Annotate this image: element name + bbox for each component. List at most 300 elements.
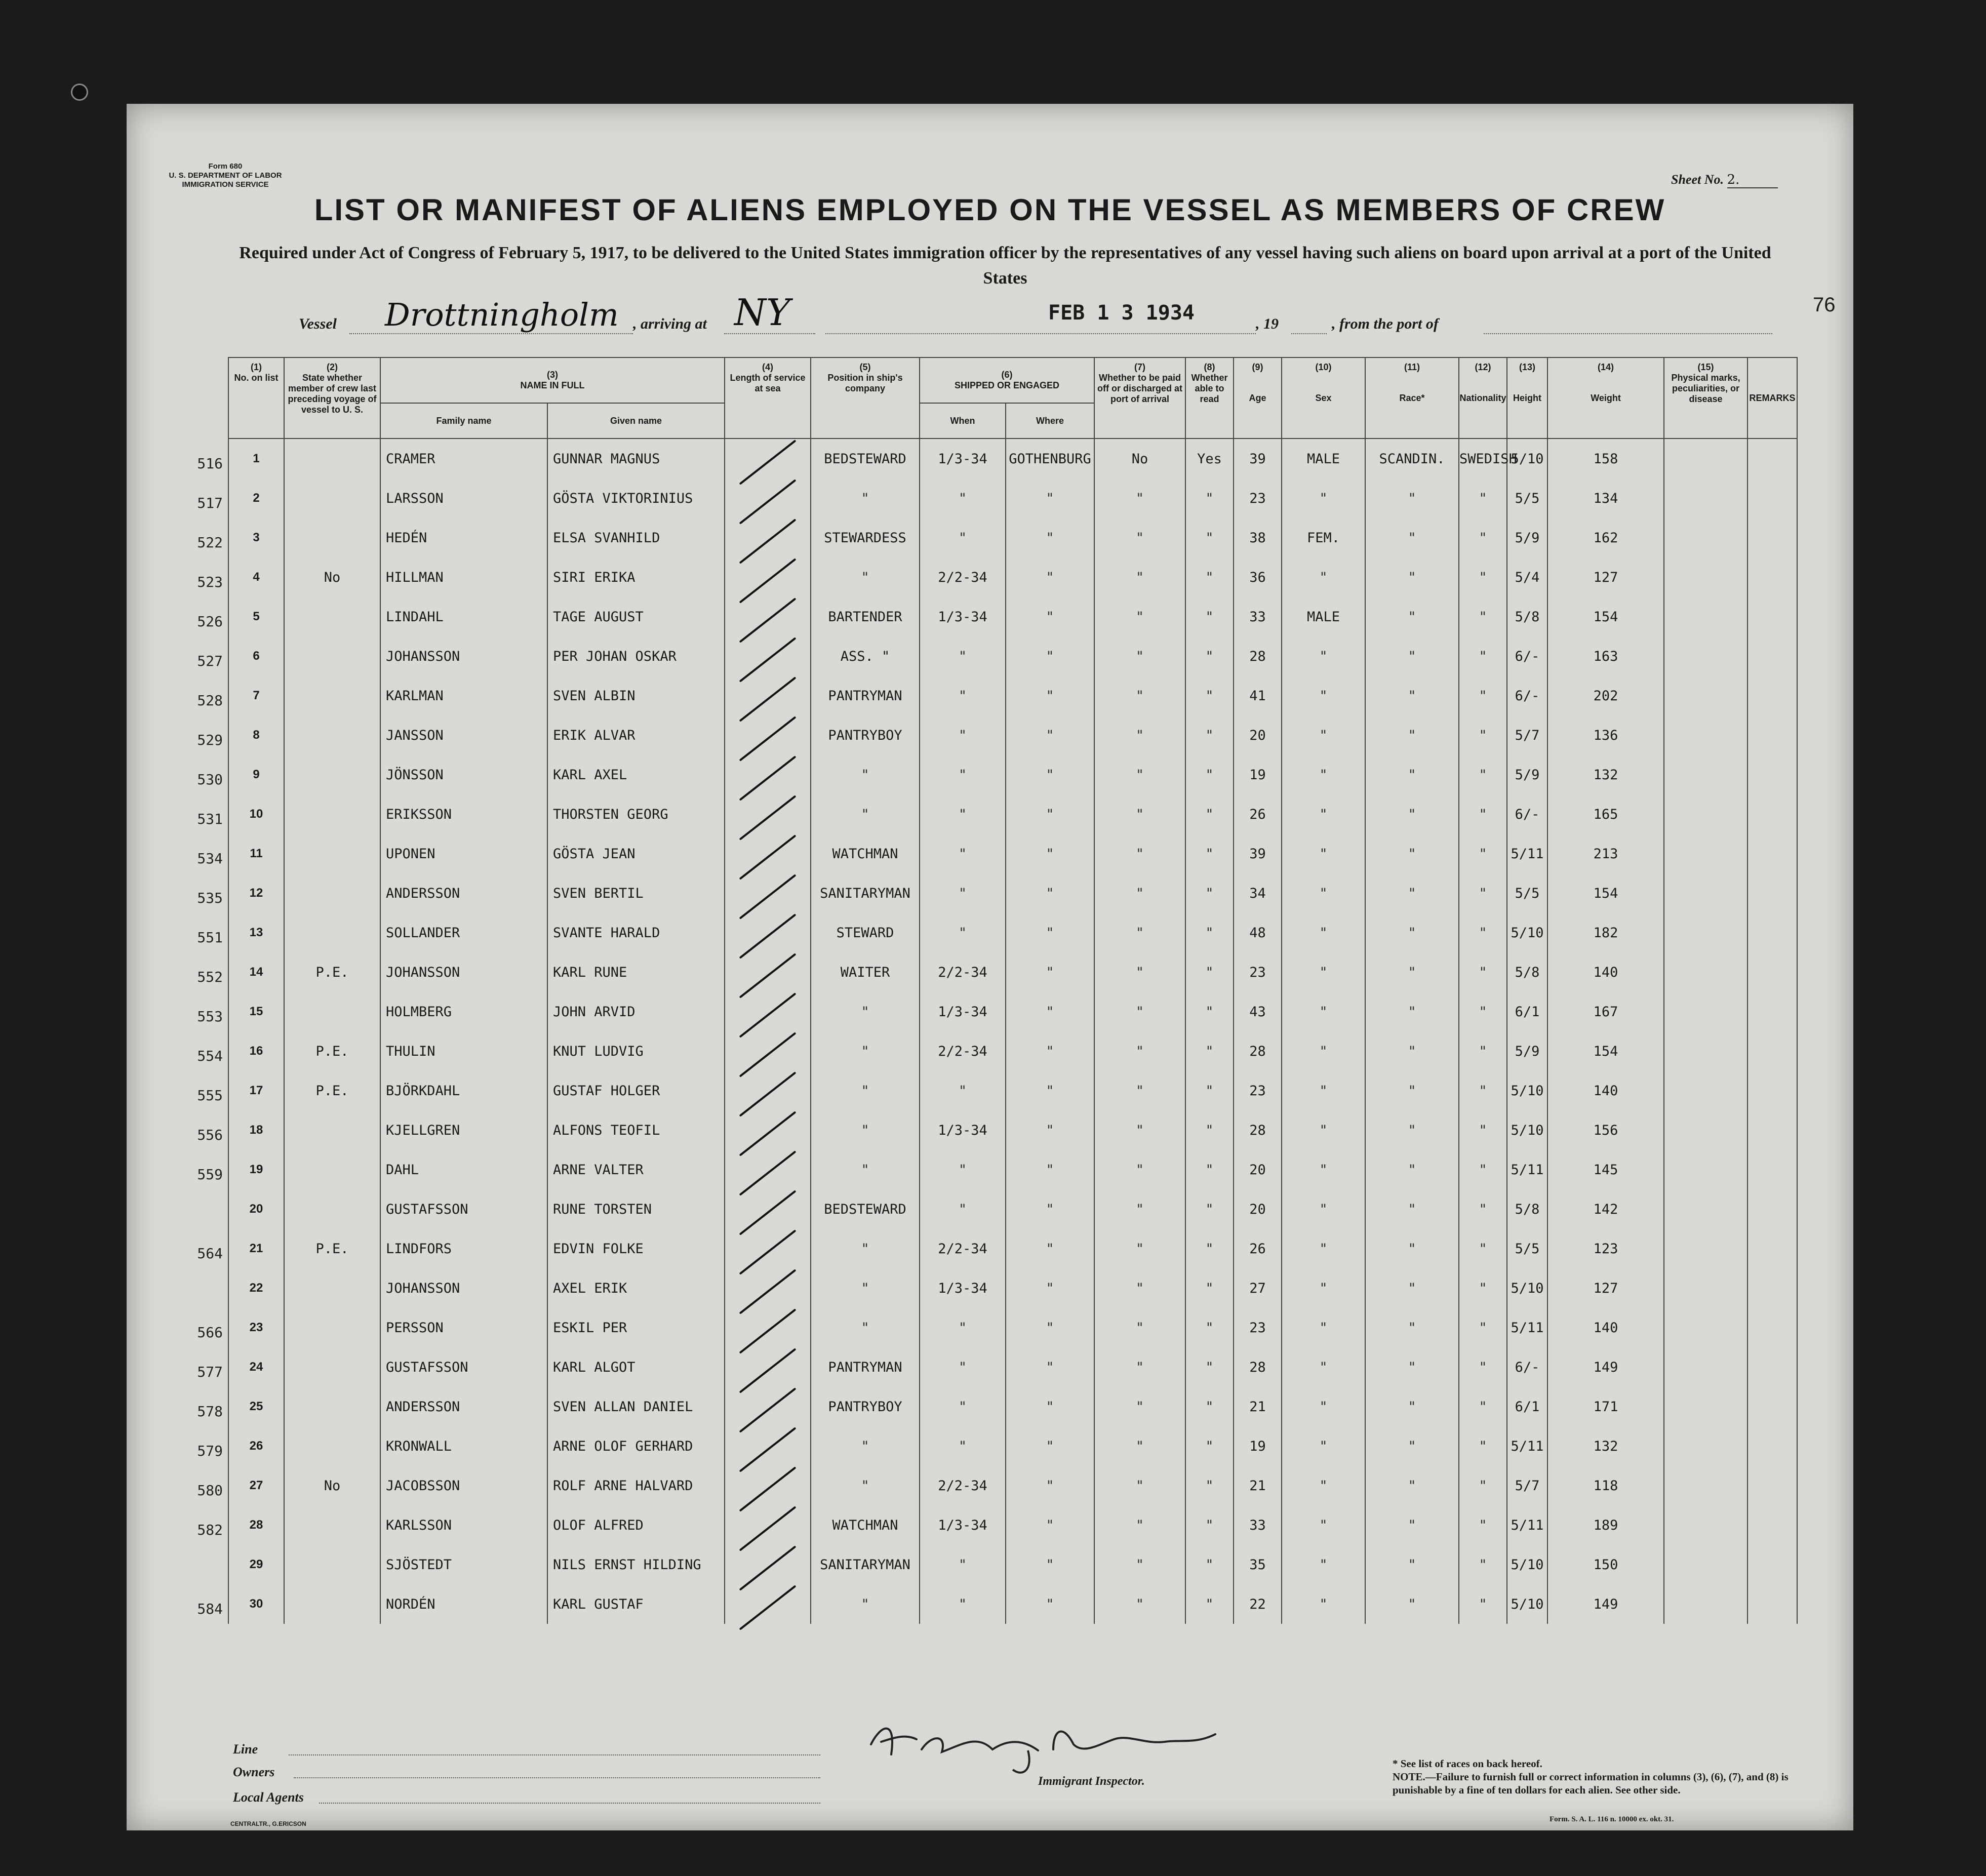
margin-line-number: 564 — [197, 1245, 223, 1262]
cell-service-length — [725, 755, 811, 794]
cell-weight: 118 — [1547, 1466, 1664, 1505]
cell-list-number: 12 — [228, 873, 284, 913]
col-physical-marks-header: (15) Physical marks, peculiarities, or disease — [1664, 357, 1747, 438]
col-read-header: (8) Whether able to read — [1185, 357, 1234, 438]
margin-line-number: 529 — [197, 732, 223, 748]
cell-nationality: " — [1459, 478, 1507, 518]
cell-physical-marks — [1664, 873, 1747, 913]
cell-given-name: KARL ALGOT — [547, 1347, 725, 1387]
cell-remarks — [1747, 1110, 1797, 1150]
cell-family-name: GUSTAFSSON — [380, 1189, 547, 1229]
cell-given-name: ELSA SVANHILD — [547, 518, 725, 557]
cell-race: " — [1365, 715, 1459, 755]
crew-table — [228, 357, 1798, 1624]
date-stamp: FEB 1 3 1934 — [1048, 301, 1195, 325]
cell-sex: " — [1282, 952, 1365, 992]
cell-position: PANTRYMAN — [811, 676, 920, 715]
margin-line-number: 526 — [197, 613, 223, 630]
cell-nationality: " — [1459, 755, 1507, 794]
cell-sex: " — [1282, 755, 1365, 794]
cell-remarks — [1747, 1505, 1797, 1545]
cell-given-name: KARL AXEL — [547, 755, 725, 794]
cell-previous-voyage: No — [284, 557, 380, 597]
cell-nationality: " — [1459, 1545, 1507, 1584]
date-rule — [825, 333, 1256, 334]
cell-list-number: 3 — [228, 518, 284, 557]
table-row — [228, 873, 1797, 913]
table-row — [228, 1387, 1797, 1426]
cell-age: 19 — [1234, 755, 1282, 794]
cell-nationality: " — [1459, 1387, 1507, 1426]
cell-height: 6/1 — [1507, 992, 1547, 1031]
cell-family-name: KARLMAN — [380, 676, 547, 715]
cell-shipped-when: " — [920, 1545, 1006, 1584]
service-tally-mark — [739, 755, 797, 801]
cell-race: " — [1365, 1505, 1459, 1545]
cell-shipped-when: 2/2-34 — [920, 952, 1006, 992]
col-shipped-header: (6) SHIPPED OR ENGAGED — [920, 357, 1094, 403]
cell-shipped-when: " — [920, 1071, 1006, 1110]
service-tally-mark — [739, 1545, 797, 1590]
cell-remarks — [1747, 952, 1797, 992]
cell-paid-off: " — [1094, 557, 1185, 597]
cell-list-number: 27 — [228, 1466, 284, 1505]
cell-service-length — [725, 1071, 811, 1110]
cell-nationality: " — [1459, 676, 1507, 715]
cell-height: 5/9 — [1507, 1031, 1547, 1071]
table-row — [228, 478, 1797, 518]
cell-shipped-where: " — [1006, 1229, 1094, 1268]
cell-previous-voyage — [284, 834, 380, 873]
form-identifier — [149, 162, 301, 189]
cell-given-name: ROLF ARNE HALVARD — [547, 1466, 725, 1505]
printer-credit: CENTRALTR., G.ERICSON — [230, 1820, 306, 1827]
service-tally-mark — [739, 1506, 797, 1551]
cell-sex: FEM. — [1282, 518, 1365, 557]
cell-position: STEWARD — [811, 913, 920, 952]
cell-sex: MALE — [1282, 438, 1365, 478]
cell-given-name: ERIK ALVAR — [547, 715, 725, 755]
cell-race: " — [1365, 597, 1459, 636]
cell-age: 26 — [1234, 1229, 1282, 1268]
year-rule — [1291, 333, 1327, 334]
cell-height: 6/- — [1507, 636, 1547, 676]
cell-service-length — [725, 873, 811, 913]
cell-height: 5/9 — [1507, 755, 1547, 794]
cell-previous-voyage — [284, 438, 380, 478]
cell-shipped-where: " — [1006, 1584, 1094, 1624]
cell-paid-off: " — [1094, 913, 1185, 952]
cell-age: 48 — [1234, 913, 1282, 952]
cell-shipped-where: " — [1006, 755, 1094, 794]
cell-race: " — [1365, 636, 1459, 676]
cell-remarks — [1747, 557, 1797, 597]
cell-weight: 165 — [1547, 794, 1664, 834]
cell-nationality: " — [1459, 913, 1507, 952]
page-number: 76 — [1813, 294, 1836, 316]
cell-able-to-read: " — [1185, 1110, 1234, 1150]
cell-shipped-when: 1/3-34 — [920, 1110, 1006, 1150]
cell-remarks — [1747, 992, 1797, 1031]
cell-service-length — [725, 913, 811, 952]
cell-given-name: GUNNAR MAGNUS — [547, 438, 725, 478]
cell-given-name: RUNE TORSTEN — [547, 1189, 725, 1229]
cell-remarks — [1747, 913, 1797, 952]
cell-list-number: 1 — [228, 438, 284, 478]
cell-position: " — [811, 992, 920, 1031]
cell-family-name: NORDÉN — [380, 1584, 547, 1624]
cell-height: 5/5 — [1507, 1229, 1547, 1268]
cell-shipped-when: " — [920, 1189, 1006, 1229]
cell-family-name: BJÖRKDAHL — [380, 1071, 547, 1110]
cell-list-number: 10 — [228, 794, 284, 834]
service-tally-mark — [739, 913, 797, 959]
cell-able-to-read: " — [1185, 1466, 1234, 1505]
local-agents-label: Local Agents — [233, 1790, 304, 1805]
cell-race: " — [1365, 1545, 1459, 1584]
cell-position: WAITER — [811, 952, 920, 992]
cell-list-number: 9 — [228, 755, 284, 794]
cell-height: 5/10 — [1507, 1545, 1547, 1584]
margin-line-number: 566 — [197, 1324, 223, 1341]
cell-sex: " — [1282, 1584, 1365, 1624]
cell-sex: " — [1282, 636, 1365, 676]
cell-able-to-read: " — [1185, 557, 1234, 597]
cell-age: 33 — [1234, 1505, 1282, 1545]
cell-age: 43 — [1234, 992, 1282, 1031]
cell-nationality: " — [1459, 952, 1507, 992]
cell-able-to-read: " — [1185, 1584, 1234, 1624]
cell-paid-off: " — [1094, 1189, 1185, 1229]
cell-given-name: GÖSTA JEAN — [547, 834, 725, 873]
cell-shipped-where: " — [1006, 715, 1094, 755]
cell-family-name: SJÖSTEDT — [380, 1545, 547, 1584]
cell-height: 5/7 — [1507, 715, 1547, 755]
cell-weight: 142 — [1547, 1189, 1664, 1229]
cell-given-name: EDVIN FOLKE — [547, 1229, 725, 1268]
local-agents-rule — [319, 1803, 820, 1804]
cell-position: " — [811, 1229, 920, 1268]
cell-shipped-when: " — [920, 755, 1006, 794]
cell-family-name: SOLLANDER — [380, 913, 547, 952]
cell-shipped-where: " — [1006, 992, 1094, 1031]
cell-paid-off: " — [1094, 873, 1185, 913]
cell-service-length — [725, 518, 811, 557]
cell-able-to-read: " — [1185, 715, 1234, 755]
cell-service-length — [725, 557, 811, 597]
table-row — [228, 1110, 1797, 1150]
cell-weight: 162 — [1547, 518, 1664, 557]
cell-race: " — [1365, 557, 1459, 597]
cell-list-number: 5 — [228, 597, 284, 636]
margin-line-number: 578 — [197, 1403, 223, 1420]
cell-previous-voyage — [284, 794, 380, 834]
cell-able-to-read: " — [1185, 676, 1234, 715]
cell-remarks — [1747, 1071, 1797, 1110]
cell-able-to-read: " — [1185, 1150, 1234, 1189]
cell-previous-voyage — [284, 873, 380, 913]
cell-shipped-where: " — [1006, 1110, 1094, 1150]
service-tally-mark — [739, 1269, 797, 1314]
cell-shipped-when: " — [920, 1150, 1006, 1189]
cell-weight: 213 — [1547, 834, 1664, 873]
service-tally-mark — [739, 1032, 797, 1077]
table-row — [228, 1268, 1797, 1308]
cell-shipped-where: " — [1006, 794, 1094, 834]
arriving-label: , arriving at — [633, 315, 707, 332]
cell-paid-off: " — [1094, 1229, 1185, 1268]
cell-sex: " — [1282, 913, 1365, 952]
cell-given-name: KARL GUSTAF — [547, 1584, 725, 1624]
cell-service-length — [725, 1110, 811, 1150]
cell-list-number: 6 — [228, 636, 284, 676]
cell-previous-voyage — [284, 1545, 380, 1584]
cell-remarks — [1747, 1545, 1797, 1584]
cell-list-number: 16 — [228, 1031, 284, 1071]
cell-nationality: " — [1459, 873, 1507, 913]
cell-family-name: KJELLGREN — [380, 1110, 547, 1150]
margin-line-number: 554 — [197, 1048, 223, 1064]
cell-shipped-when: 1/3-34 — [920, 438, 1006, 478]
cell-physical-marks — [1664, 1387, 1747, 1426]
cell-paid-off: " — [1094, 715, 1185, 755]
cell-family-name: JACOBSSON — [380, 1466, 547, 1505]
cell-service-length — [725, 834, 811, 873]
margin-line-number: 556 — [197, 1127, 223, 1143]
margin-line-number: 523 — [197, 574, 223, 590]
cell-previous-voyage — [284, 1110, 380, 1150]
cell-family-name: JANSSON — [380, 715, 547, 755]
cell-service-length — [725, 1466, 811, 1505]
cell-shipped-when: " — [920, 676, 1006, 715]
cell-physical-marks — [1664, 1545, 1747, 1584]
owners-label: Owners — [233, 1765, 275, 1779]
cell-height: 5/10 — [1507, 1110, 1547, 1150]
cell-list-number: 23 — [228, 1308, 284, 1347]
cell-height: 5/8 — [1507, 952, 1547, 992]
cell-sex: " — [1282, 1426, 1365, 1466]
cell-remarks — [1747, 1189, 1797, 1229]
table-row — [228, 952, 1797, 992]
cell-family-name: JÖNSSON — [380, 755, 547, 794]
cell-sex: " — [1282, 1466, 1365, 1505]
cell-race: " — [1365, 1229, 1459, 1268]
cell-paid-off: " — [1094, 478, 1185, 518]
cell-remarks — [1747, 755, 1797, 794]
table-row — [228, 597, 1797, 636]
cell-remarks — [1747, 1387, 1797, 1426]
cell-age: 23 — [1234, 1071, 1282, 1110]
cell-physical-marks — [1664, 715, 1747, 755]
cell-shipped-where: " — [1006, 1466, 1094, 1505]
cell-height: 6/- — [1507, 794, 1547, 834]
cell-age: 35 — [1234, 1545, 1282, 1584]
cell-shipped-where: " — [1006, 1031, 1094, 1071]
margin-line-number: 580 — [197, 1482, 223, 1499]
cell-position: " — [811, 557, 920, 597]
service-tally-mark — [739, 558, 797, 603]
cell-paid-off: " — [1094, 1268, 1185, 1308]
cell-service-length — [725, 1308, 811, 1347]
cell-weight: 202 — [1547, 676, 1664, 715]
cell-physical-marks — [1664, 438, 1747, 478]
cell-previous-voyage — [284, 913, 380, 952]
cell-position: " — [811, 794, 920, 834]
cell-service-length — [725, 1268, 811, 1308]
cell-weight: 145 — [1547, 1150, 1664, 1189]
cell-shipped-when: " — [920, 794, 1006, 834]
cell-paid-off: " — [1094, 636, 1185, 676]
margin-line-number: 530 — [197, 771, 223, 788]
table-row — [228, 1584, 1797, 1624]
col-name-header: (3) NAME IN FULL — [380, 357, 725, 403]
cell-shipped-when: " — [920, 873, 1006, 913]
cell-previous-voyage — [284, 636, 380, 676]
cell-age: 21 — [1234, 1466, 1282, 1505]
cell-remarks — [1747, 1268, 1797, 1308]
cell-height: 5/5 — [1507, 873, 1547, 913]
cell-height: 5/11 — [1507, 1426, 1547, 1466]
cell-physical-marks — [1664, 1150, 1747, 1189]
cell-paid-off: " — [1094, 1584, 1185, 1624]
cell-age: 39 — [1234, 438, 1282, 478]
cell-sex: " — [1282, 557, 1365, 597]
cell-family-name: ERIKSSON — [380, 794, 547, 834]
cell-height: 5/10 — [1507, 1268, 1547, 1308]
cell-position: " — [811, 1308, 920, 1347]
cell-sex: " — [1282, 794, 1365, 834]
cell-list-number: 21 — [228, 1229, 284, 1268]
cell-paid-off: " — [1094, 1071, 1185, 1110]
margin-line-number: 552 — [197, 969, 223, 985]
cell-weight: 123 — [1547, 1229, 1664, 1268]
cell-position: " — [811, 1110, 920, 1150]
cell-service-length — [725, 1584, 811, 1624]
cell-able-to-read: " — [1185, 834, 1234, 873]
cell-age: 23 — [1234, 1308, 1282, 1347]
col-where-header: Where — [1006, 403, 1094, 438]
cell-shipped-when: " — [920, 1387, 1006, 1426]
service-tally-mark — [739, 1466, 797, 1511]
cell-previous-voyage — [284, 1189, 380, 1229]
cell-family-name: DAHL — [380, 1150, 547, 1189]
cell-race: " — [1365, 518, 1459, 557]
cell-family-name: UPONEN — [380, 834, 547, 873]
col-when-header: When — [920, 403, 1006, 438]
cell-able-to-read: " — [1185, 636, 1234, 676]
cell-position: PANTRYBOY — [811, 715, 920, 755]
cell-service-length — [725, 1150, 811, 1189]
sheet-label: Sheet No. — [1671, 172, 1724, 187]
margin-line-number: 582 — [197, 1522, 223, 1538]
cell-shipped-when: " — [920, 1584, 1006, 1624]
table-row — [228, 1150, 1797, 1189]
cell-race: " — [1365, 1387, 1459, 1426]
cell-physical-marks — [1664, 1110, 1747, 1150]
margin-line-number: 559 — [197, 1166, 223, 1183]
cell-physical-marks — [1664, 755, 1747, 794]
col-race-header: (11) Race* — [1365, 357, 1459, 438]
cell-shipped-when: 1/3-34 — [920, 1268, 1006, 1308]
cell-service-length — [725, 715, 811, 755]
cell-shipped-where: " — [1006, 597, 1094, 636]
cell-shipped-where: " — [1006, 1189, 1094, 1229]
cell-given-name: SVANTE HARALD — [547, 913, 725, 952]
cell-able-to-read: " — [1185, 1071, 1234, 1110]
service-tally-mark — [739, 676, 797, 722]
cell-service-length — [725, 794, 811, 834]
cell-service-length — [725, 1347, 811, 1387]
cell-height: 5/8 — [1507, 1189, 1547, 1229]
cell-given-name: THORSTEN GEORG — [547, 794, 725, 834]
col-height-header: (13) Height — [1507, 357, 1547, 438]
service-tally-mark — [739, 795, 797, 840]
cell-age: 39 — [1234, 834, 1282, 873]
cell-shipped-where: GOTHENBURG — [1006, 438, 1094, 478]
cell-weight: 136 — [1547, 715, 1664, 755]
cell-family-name: LINDFORS — [380, 1229, 547, 1268]
cell-previous-voyage: P.E. — [284, 1071, 380, 1110]
cell-remarks — [1747, 478, 1797, 518]
cell-nationality: " — [1459, 1308, 1507, 1347]
cell-position: PANTRYMAN — [811, 1347, 920, 1387]
cell-remarks — [1747, 1426, 1797, 1466]
cell-position: " — [811, 1071, 920, 1110]
margin-line-number: 522 — [197, 534, 223, 551]
cell-shipped-where: " — [1006, 1545, 1094, 1584]
cell-able-to-read: " — [1185, 1031, 1234, 1071]
cell-age: 19 — [1234, 1426, 1282, 1466]
cell-previous-voyage — [284, 755, 380, 794]
cell-paid-off: " — [1094, 597, 1185, 636]
cell-age: 41 — [1234, 676, 1282, 715]
cell-age: 33 — [1234, 597, 1282, 636]
cell-race: " — [1365, 1268, 1459, 1308]
cell-race: " — [1365, 1150, 1459, 1189]
cell-service-length — [725, 438, 811, 478]
cell-remarks — [1747, 1150, 1797, 1189]
cell-family-name: GUSTAFSSON — [380, 1347, 547, 1387]
service-tally-mark — [739, 1308, 797, 1353]
cell-remarks — [1747, 518, 1797, 557]
cell-race: " — [1365, 1584, 1459, 1624]
cell-age: 28 — [1234, 1031, 1282, 1071]
cell-paid-off: " — [1094, 1466, 1185, 1505]
cell-shipped-where: " — [1006, 1308, 1094, 1347]
cell-paid-off: " — [1094, 1426, 1185, 1466]
cell-position: " — [811, 755, 920, 794]
cell-sex: " — [1282, 1347, 1365, 1387]
cell-shipped-when: " — [920, 478, 1006, 518]
arriving-rule — [724, 333, 815, 334]
service-tally-mark — [739, 1427, 797, 1472]
service-tally-mark — [739, 716, 797, 761]
cell-sex: " — [1282, 1229, 1365, 1268]
cell-nationality: " — [1459, 715, 1507, 755]
cell-family-name: HILLMAN — [380, 557, 547, 597]
cell-weight: 154 — [1547, 1031, 1664, 1071]
cell-shipped-when: 2/2-34 — [920, 557, 1006, 597]
cell-weight: 182 — [1547, 913, 1664, 952]
cell-weight: 140 — [1547, 952, 1664, 992]
cell-sex: MALE — [1282, 597, 1365, 636]
cell-weight: 149 — [1547, 1347, 1664, 1387]
table-row — [228, 755, 1797, 794]
cell-able-to-read: " — [1185, 952, 1234, 992]
cell-sex: " — [1282, 676, 1365, 715]
cell-remarks — [1747, 834, 1797, 873]
cell-given-name: GUSTAF HOLGER — [547, 1071, 725, 1110]
